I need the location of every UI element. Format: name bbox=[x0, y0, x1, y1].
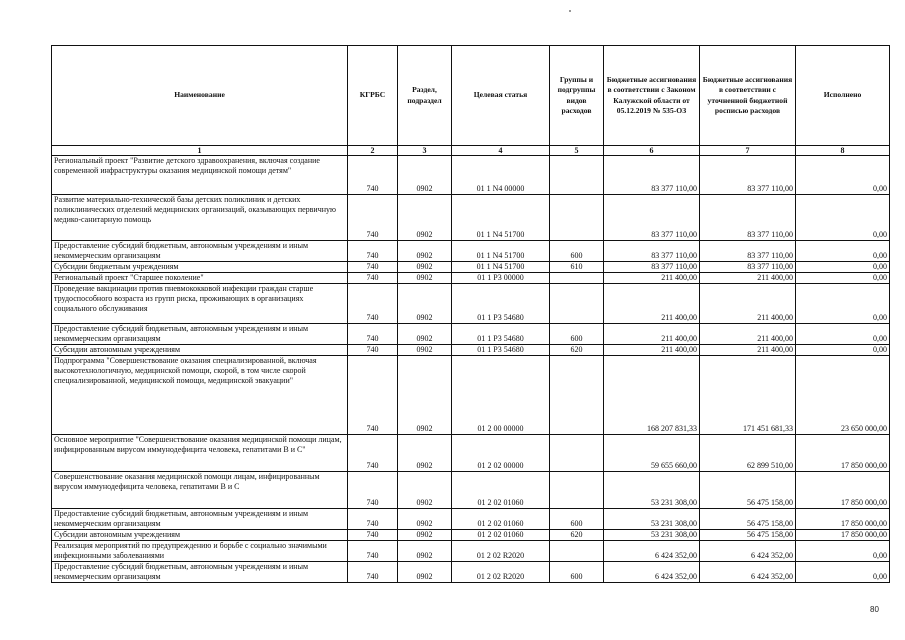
row-refined-amount: 83 377 110,00 bbox=[700, 241, 796, 262]
row-law-amount: 53 231 308,00 bbox=[604, 509, 700, 530]
row-target: 01 2 02 R2020 bbox=[452, 541, 550, 562]
row-law-amount: 59 655 660,00 bbox=[604, 435, 700, 472]
row-group: 600 bbox=[550, 324, 604, 345]
row-group bbox=[550, 356, 604, 435]
table-row bbox=[52, 530, 890, 541]
budget-table bbox=[51, 45, 890, 583]
row-kgrbs: 740 bbox=[348, 541, 398, 562]
row-section: 0902 bbox=[398, 356, 452, 435]
row-name: Предоставление субсидий бюджетным, автономным учреждениям и иным некоммерческим организациям bbox=[52, 562, 348, 583]
row-group: 610 bbox=[550, 262, 604, 273]
table-row bbox=[52, 345, 890, 356]
row-target: 01 1 N4 00000 bbox=[452, 156, 550, 195]
page-number: 80 bbox=[870, 605, 879, 614]
row-group: 620 bbox=[550, 530, 604, 541]
row-done-amount: 0,00 bbox=[796, 195, 890, 241]
column-number: 7 bbox=[700, 146, 796, 156]
row-section: 0902 bbox=[398, 541, 452, 562]
row-law-amount: 83 377 110,00 bbox=[604, 156, 700, 195]
row-law-amount: 211 400,00 bbox=[604, 284, 700, 324]
row-refined-amount: 62 899 510,00 bbox=[700, 435, 796, 472]
row-target: 01 2 02 01060 bbox=[452, 472, 550, 509]
row-done-amount: 0,00 bbox=[796, 562, 890, 583]
header-section: Раздел, подраздел bbox=[398, 46, 452, 146]
row-refined-amount: 83 377 110,00 bbox=[700, 195, 796, 241]
row-name: Подпрограмма "Совершенствование оказания специализированной, включая высокотехнологичную, медицинской помощи, скорой, в том числе скорой специализированной, медицинской помощи, медицинской эвакуации" bbox=[52, 356, 348, 435]
row-done-amount: 17 850 000,00 bbox=[796, 530, 890, 541]
row-law-amount: 6 424 352,00 bbox=[604, 562, 700, 583]
row-section: 0902 bbox=[398, 562, 452, 583]
row-kgrbs: 740 bbox=[348, 530, 398, 541]
row-section: 0902 bbox=[398, 284, 452, 324]
row-refined-amount: 211 400,00 bbox=[700, 284, 796, 324]
row-refined-amount: 211 400,00 bbox=[700, 273, 796, 284]
row-target: 01 1 N4 51700 bbox=[452, 262, 550, 273]
header-target: Целевая статья bbox=[452, 46, 550, 146]
row-target: 01 2 02 01060 bbox=[452, 530, 550, 541]
table-body bbox=[52, 156, 890, 583]
row-kgrbs: 740 bbox=[348, 472, 398, 509]
row-refined-amount: 56 475 158,00 bbox=[700, 472, 796, 509]
row-refined-amount: 211 400,00 bbox=[700, 324, 796, 345]
row-done-amount: 0,00 bbox=[796, 156, 890, 195]
column-number: 3 bbox=[398, 146, 452, 156]
row-done-amount: 0,00 bbox=[796, 284, 890, 324]
table-row bbox=[52, 509, 890, 530]
row-name: Субсидии автономным учреждениям bbox=[52, 530, 348, 541]
row-done-amount: 0,00 bbox=[796, 241, 890, 262]
column-number: 2 bbox=[348, 146, 398, 156]
row-group: 600 bbox=[550, 241, 604, 262]
row-section: 0902 bbox=[398, 435, 452, 472]
column-number: 8 bbox=[796, 146, 890, 156]
row-refined-amount: 83 377 110,00 bbox=[700, 262, 796, 273]
row-group: 620 bbox=[550, 345, 604, 356]
row-kgrbs: 740 bbox=[348, 345, 398, 356]
header-row bbox=[52, 46, 890, 146]
row-group bbox=[550, 273, 604, 284]
row-done-amount: 0,00 bbox=[796, 345, 890, 356]
table-row bbox=[52, 156, 890, 195]
row-kgrbs: 740 bbox=[348, 562, 398, 583]
table-row bbox=[52, 472, 890, 509]
row-name: Проведение вакцинации против пневмококковой инфекции граждан старше трудоспособного возраста из групп риска, проживающих в организациях социального обслуживания bbox=[52, 284, 348, 324]
header-group: Группы и подгруппы видов расходов bbox=[550, 46, 604, 146]
row-group: 600 bbox=[550, 509, 604, 530]
row-refined-amount: 56 475 158,00 bbox=[700, 530, 796, 541]
row-law-amount: 168 207 831,33 bbox=[604, 356, 700, 435]
row-refined-amount: 171 451 681,33 bbox=[700, 356, 796, 435]
row-refined-amount: 83 377 110,00 bbox=[700, 156, 796, 195]
row-name: Субсидии автономным учреждениям bbox=[52, 345, 348, 356]
table-row bbox=[52, 195, 890, 241]
row-name: Реализация мероприятий по предупреждению и борьбе с социально значимыми инфекционными заболеваниями bbox=[52, 541, 348, 562]
row-target: 01 1 N4 51700 bbox=[452, 241, 550, 262]
row-name: Субсидии бюджетным учреждениям bbox=[52, 262, 348, 273]
table-row bbox=[52, 284, 890, 324]
row-kgrbs: 740 bbox=[348, 324, 398, 345]
row-done-amount: 17 850 000,00 bbox=[796, 472, 890, 509]
row-section: 0902 bbox=[398, 509, 452, 530]
row-name: Основное мероприятие "Совершенствование оказания медицинской помощи лицам, инфицированным вирусом иммунодефицита человека, гепатитами B и C" bbox=[52, 435, 348, 472]
header-refined: Бюджетные ассигнования в соответствии с уточненной бюджетной росписью расходов bbox=[700, 46, 796, 146]
row-section: 0902 bbox=[398, 530, 452, 541]
row-section: 0902 bbox=[398, 273, 452, 284]
row-name: Развитие материально-технической базы детских поликлиник и детских поликлинических отделений медицинских организаций, оказывающих первичную медико-санитарную помощь bbox=[52, 195, 348, 241]
row-done-amount: 17 850 000,00 bbox=[796, 509, 890, 530]
row-name: Региональный проект "Развитие детского здравоохранения, включая создание современной инфраструктуры оказания медицинской помощи детям" bbox=[52, 156, 348, 195]
row-target: 01 2 02 00000 bbox=[452, 435, 550, 472]
row-section: 0902 bbox=[398, 262, 452, 273]
row-target: 01 1 P3 00000 bbox=[452, 273, 550, 284]
row-name: Предоставление субсидий бюджетным, автономным учреждениям и иным некоммерческим организациям bbox=[52, 241, 348, 262]
table-row bbox=[52, 262, 890, 273]
row-law-amount: 211 400,00 bbox=[604, 345, 700, 356]
table-row bbox=[52, 273, 890, 284]
row-target: 01 1 N4 51700 bbox=[452, 195, 550, 241]
row-kgrbs: 740 bbox=[348, 356, 398, 435]
table-row bbox=[52, 324, 890, 345]
row-section: 0902 bbox=[398, 241, 452, 262]
row-kgrbs: 740 bbox=[348, 284, 398, 324]
row-law-amount: 83 377 110,00 bbox=[604, 195, 700, 241]
column-number-row bbox=[52, 146, 890, 156]
column-number: 6 bbox=[604, 146, 700, 156]
row-target: 01 2 02 01060 bbox=[452, 509, 550, 530]
row-refined-amount: 56 475 158,00 bbox=[700, 509, 796, 530]
row-group bbox=[550, 284, 604, 324]
row-name: Предоставление субсидий бюджетным, автономным учреждениям и иным некоммерческим организациям bbox=[52, 324, 348, 345]
row-target: 01 1 P3 54680 bbox=[452, 284, 550, 324]
row-section: 0902 bbox=[398, 156, 452, 195]
row-done-amount: 23 650 000,00 bbox=[796, 356, 890, 435]
row-kgrbs: 740 bbox=[348, 262, 398, 273]
row-section: 0902 bbox=[398, 324, 452, 345]
row-done-amount: 0,00 bbox=[796, 324, 890, 345]
row-refined-amount: 6 424 352,00 bbox=[700, 541, 796, 562]
table-row bbox=[52, 356, 890, 435]
scan-speck bbox=[569, 10, 571, 12]
row-kgrbs: 740 bbox=[348, 273, 398, 284]
row-name: Региональный проект "Старшее поколение" bbox=[52, 273, 348, 284]
header-kgrbs: КГРБС bbox=[348, 46, 398, 146]
row-kgrbs: 740 bbox=[348, 156, 398, 195]
row-law-amount: 211 400,00 bbox=[604, 324, 700, 345]
row-target: 01 2 00 00000 bbox=[452, 356, 550, 435]
table-row bbox=[52, 562, 890, 583]
row-group: 600 bbox=[550, 562, 604, 583]
header-law: Бюджетные ассигнования в соответствии с Законом Калужской области от 05.12.2019 № 535-ОЗ bbox=[604, 46, 700, 146]
row-law-amount: 53 231 308,00 bbox=[604, 472, 700, 509]
column-number: 5 bbox=[550, 146, 604, 156]
row-law-amount: 6 424 352,00 bbox=[604, 541, 700, 562]
row-group bbox=[550, 156, 604, 195]
row-refined-amount: 6 424 352,00 bbox=[700, 562, 796, 583]
row-done-amount: 17 850 000,00 bbox=[796, 435, 890, 472]
table-row bbox=[52, 541, 890, 562]
header-done: Исполнено bbox=[796, 46, 890, 146]
row-done-amount: 0,00 bbox=[796, 273, 890, 284]
row-group bbox=[550, 435, 604, 472]
row-section: 0902 bbox=[398, 195, 452, 241]
row-kgrbs: 740 bbox=[348, 509, 398, 530]
row-refined-amount: 211 400,00 bbox=[700, 345, 796, 356]
row-kgrbs: 740 bbox=[348, 435, 398, 472]
table-row bbox=[52, 435, 890, 472]
row-law-amount: 83 377 110,00 bbox=[604, 241, 700, 262]
column-number: 4 bbox=[452, 146, 550, 156]
row-group bbox=[550, 472, 604, 509]
row-law-amount: 211 400,00 bbox=[604, 273, 700, 284]
row-law-amount: 53 231 308,00 bbox=[604, 530, 700, 541]
row-group bbox=[550, 195, 604, 241]
row-section: 0902 bbox=[398, 345, 452, 356]
table-row bbox=[52, 241, 890, 262]
row-kgrbs: 740 bbox=[348, 241, 398, 262]
row-target: 01 2 02 R2020 bbox=[452, 562, 550, 583]
row-section: 0902 bbox=[398, 472, 452, 509]
row-kgrbs: 740 bbox=[348, 195, 398, 241]
row-group bbox=[550, 541, 604, 562]
row-law-amount: 83 377 110,00 bbox=[604, 262, 700, 273]
row-target: 01 1 P3 54680 bbox=[452, 324, 550, 345]
row-name: Совершенствование оказания медицинской помощи лицам, инфицированным вирусом иммунодефицита человека, гепатитами B и C bbox=[52, 472, 348, 509]
header-name: Наименование bbox=[52, 46, 348, 146]
row-done-amount: 0,00 bbox=[796, 541, 890, 562]
row-target: 01 1 P3 54680 bbox=[452, 345, 550, 356]
row-done-amount: 0,00 bbox=[796, 262, 890, 273]
row-name: Предоставление субсидий бюджетным, автономным учреждениям и иным некоммерческим организациям bbox=[52, 509, 348, 530]
column-number: 1 bbox=[52, 146, 348, 156]
